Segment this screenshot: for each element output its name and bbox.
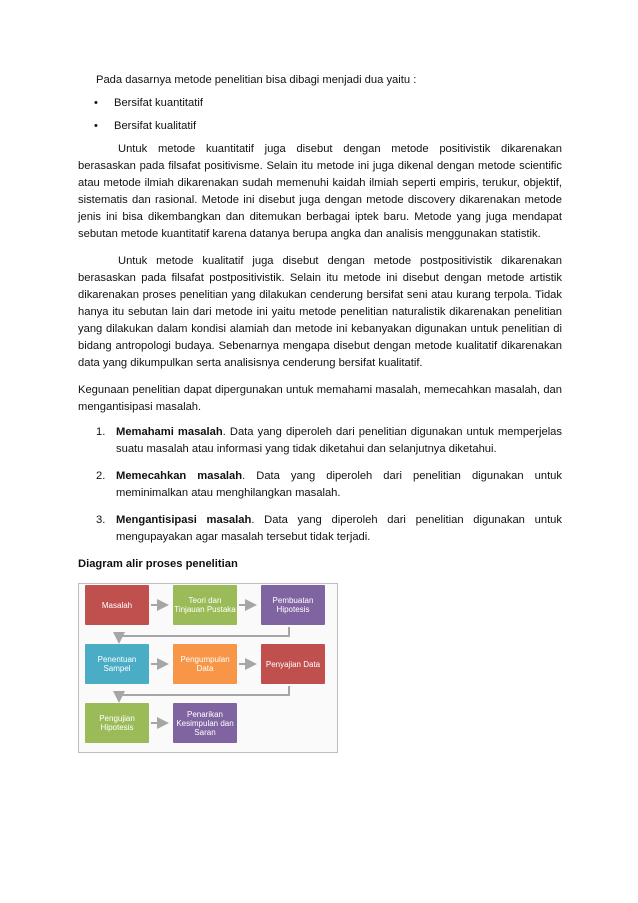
flow-box-pengumpulan: Pengumpulan Data (173, 644, 237, 684)
qualitative-paragraph: Untuk metode kualitatif juga disebut dengan metode postpositivistik dikarenakan berasaskan pada filsafat postpositivistik. Selain itu metode ini disebut dengan metode artistik dikarenakan proses penelitian yang dilakukan cenderung bersifat seni atau kurang terpola. Tidak hanya itu sebutan lain dari metode ini yaitu metode penelitian naturalistik dikarenakan penelitian yang dilakukan dalam kondisi alamiah dan metode ini kebanyakan digunakan untuk penelitian di bidang antropologi budaya. Sebenarnya mengapa disebut dengan metode kualitatif dikarenakan data yang dikumpulkan serta analisisnya cenderung bersifat kualitatif. (78, 255, 562, 369)
list-item (78, 468, 562, 502)
flow-arrow (119, 686, 289, 701)
item-text: . Data yang diperoleh dari penelitian digunakan untuk memperjelas suatu masalah atau informasi yang tidak diketahui dan selanjutnya diketahui. (116, 426, 562, 455)
quantitative-paragraph: Untuk metode kuantitatif juga disebut dengan metode positivistik dikarenakan berasaskan pada filsafat positivisme. Selain itu metode ini juga dikenal dengan metode scientific atau metode ilmiah dikarenakan sudah memenuhi kaidah ilmiah seperti empiris, terukur, objektif, sistematis dan rasional. Metode ini disebut juga dengan metode discovery dikarenakan metode jenis ini bisa dikembangkan dan ditemukan berbagai iptek baru. Metode yang juga mendapat sebutan metode kuantitatif karena datanya berupa angka dan analisis menggunakan statistik. (78, 143, 562, 240)
flow-box-penyajian: Penyajian Data (261, 644, 325, 684)
purpose-paragraph: Kegunaan penelitian dapat dipergunakan untuk memahami masalah, memecahkan masalah, dan mengantisipasi masalah. (78, 384, 562, 413)
flow-box-sampel: Penentuan Sampel (85, 644, 149, 684)
flow-box-pengujian: Pengujian Hipotesis (85, 703, 149, 743)
bullet-icon: • (94, 97, 98, 109)
flow-box-kesimpulan: Penarikan Kesimpulan dan Saran (173, 703, 237, 743)
list-item (78, 95, 562, 112)
item-text: . Data yang diperoleh dari penelitian digunakan untuk mengupayakan agar masalah tersebut tidak terjadi. (116, 514, 562, 543)
item-title: Memahami masalah (116, 426, 223, 438)
flow-arrow (119, 627, 289, 642)
intro-text: Pada dasarnya metode penelitian bisa dibagi menjadi dua yaitu : (96, 74, 417, 86)
research-flow-diagram (78, 583, 338, 753)
item-text: . Data yang diperoleh dari penelitian digunakan untuk meminimalkan atau menghilangkan masalah. (116, 470, 562, 499)
item-number: 2. (96, 470, 106, 482)
flow-box-masalah: Masalah (85, 585, 149, 625)
method-type-list (78, 95, 562, 135)
list-item (78, 424, 562, 458)
flow-box-hipotesis: Pembuatan Hipotesis (261, 585, 325, 625)
item-number: 3. (96, 514, 106, 526)
list-item (78, 512, 562, 546)
item-number: 1. (96, 426, 106, 438)
document-page (78, 72, 562, 753)
bullet-text: Bersifat kuantitatif (114, 97, 203, 109)
purpose-list (78, 424, 562, 546)
bullet-icon: • (94, 120, 98, 132)
item-title: Memecahkan masalah (116, 470, 243, 482)
item-title: Mengantisipasi masalah (116, 514, 252, 526)
flow-box-teori: Teori dan Tinjauan Pustaka (173, 585, 237, 625)
bullet-text: Bersifat kualitatif (114, 120, 197, 132)
list-item (78, 118, 562, 135)
diagram-title: Diagram alir proses penelitian (78, 558, 238, 570)
